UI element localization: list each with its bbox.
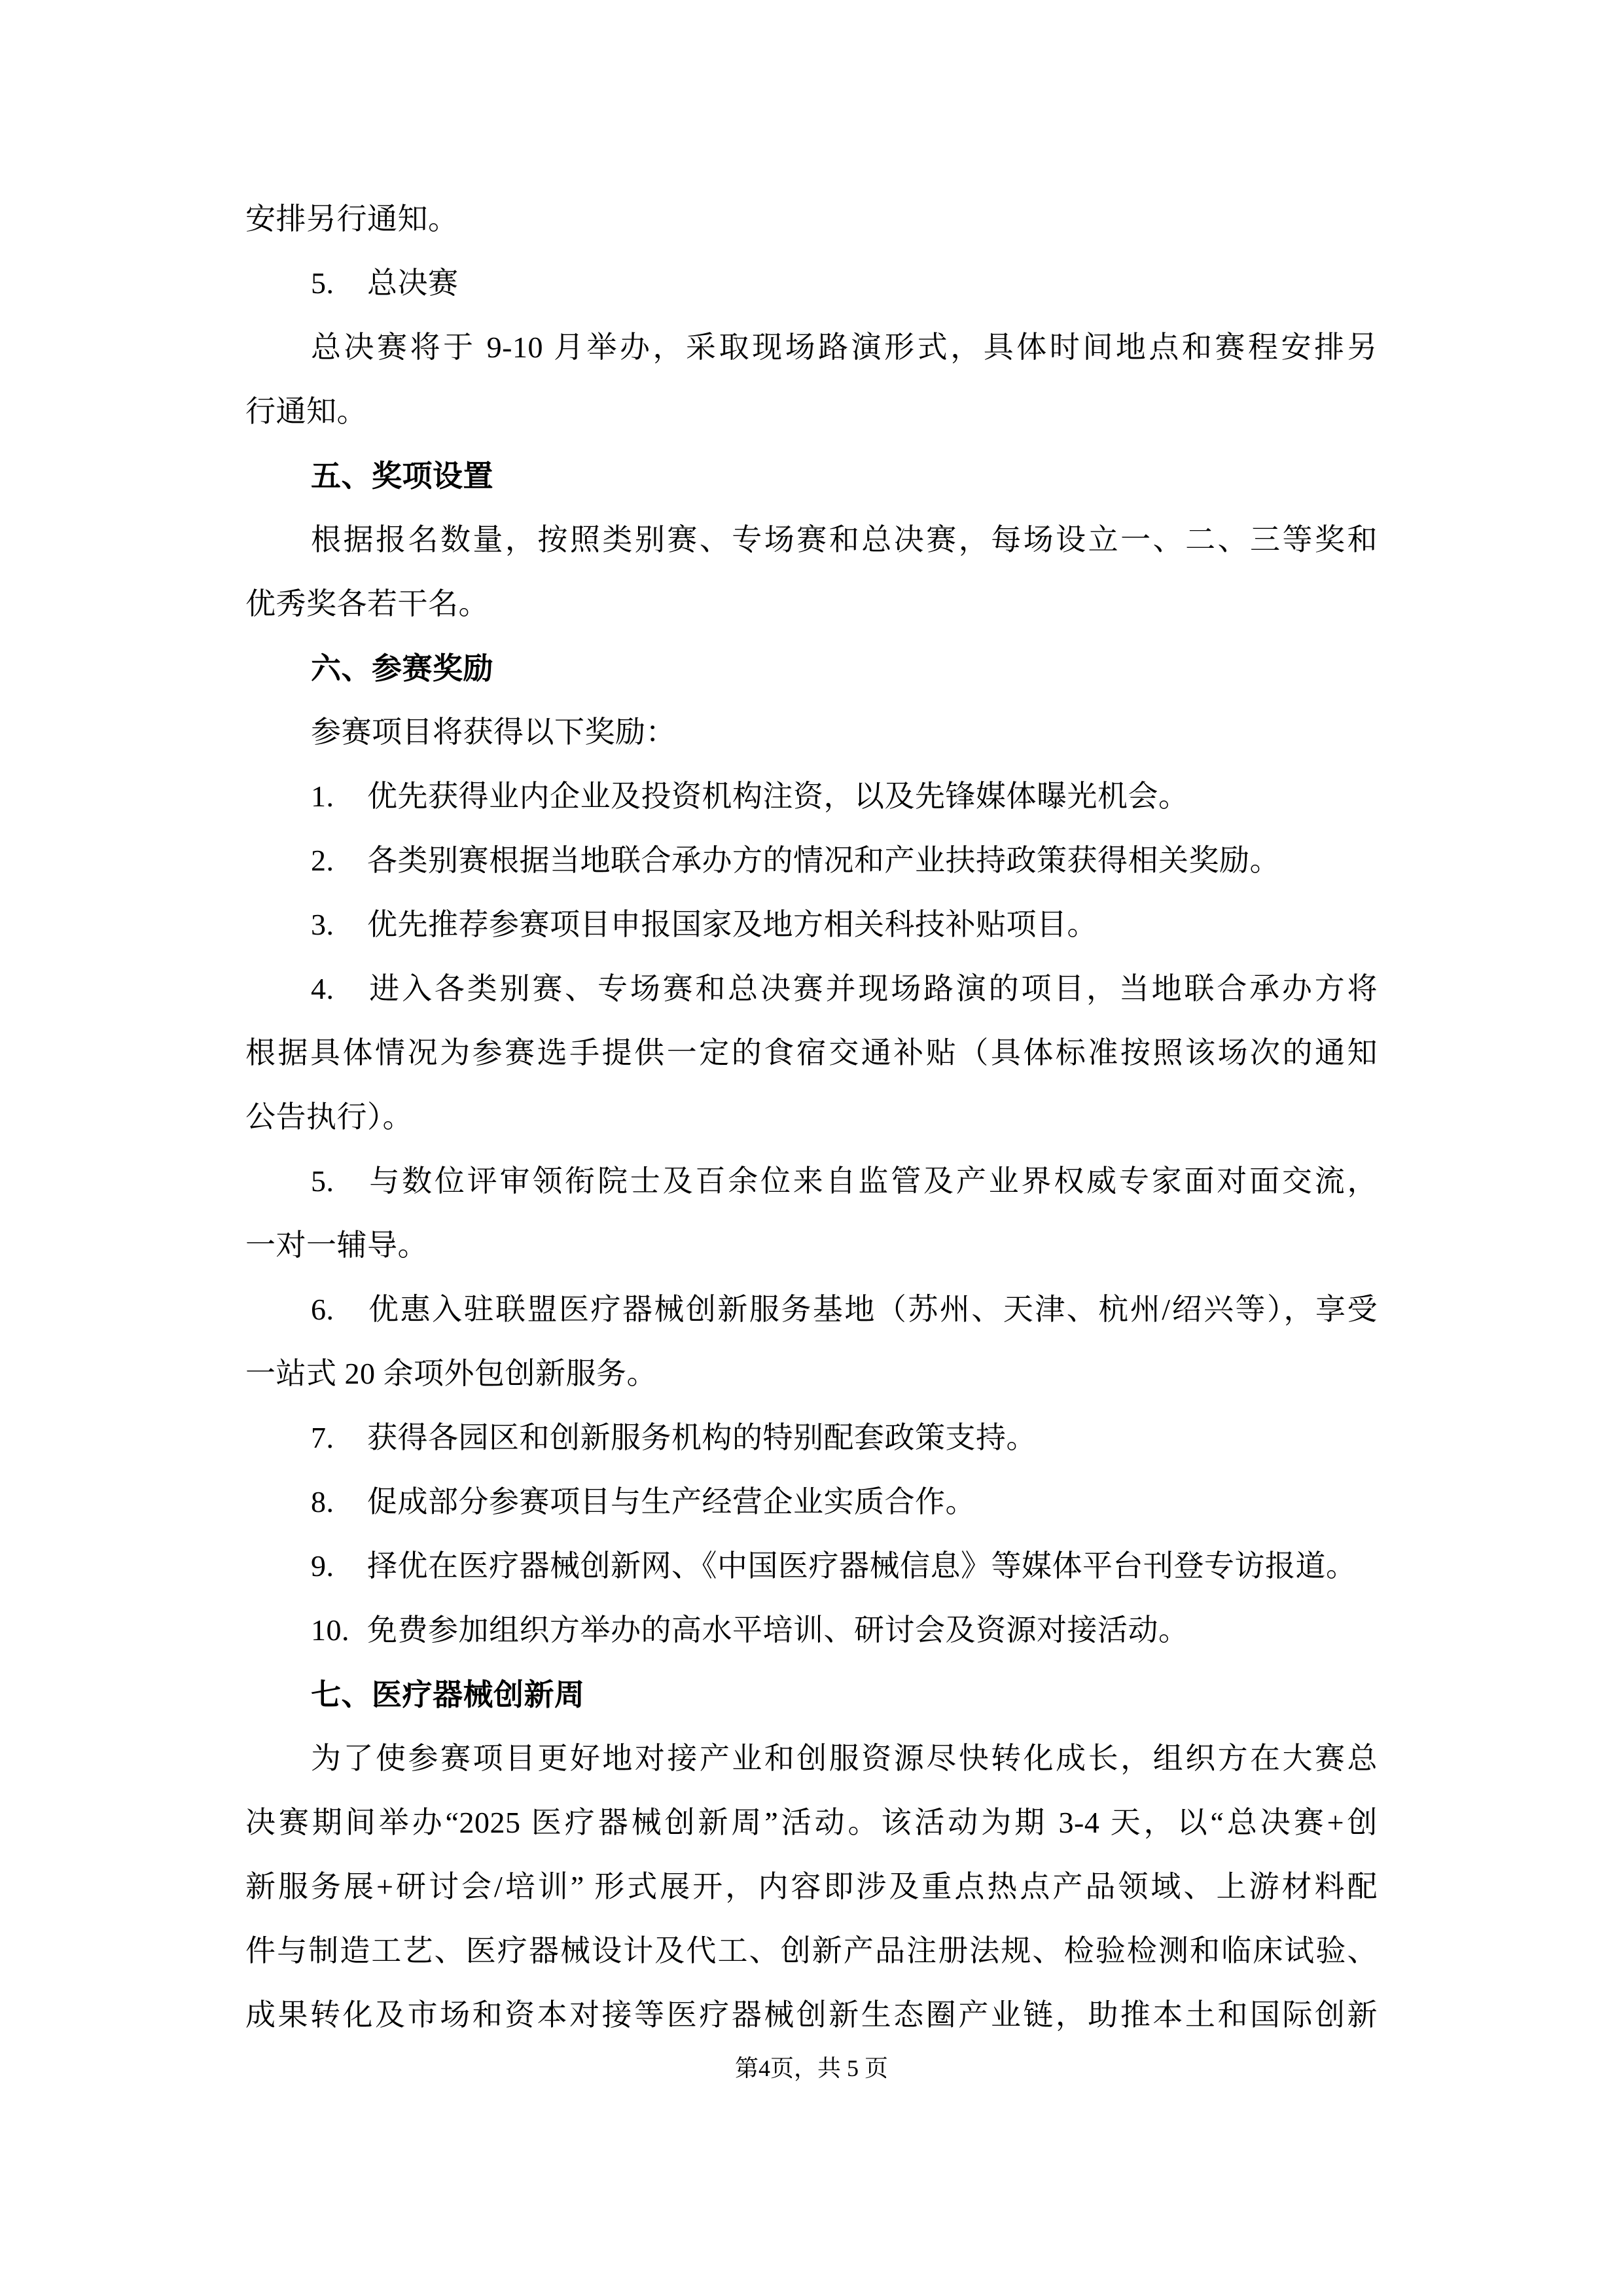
- list-item-line: [245, 957, 1378, 1021]
- line-text: 根据报名数量，按照类别赛、专场赛和总决赛，每场设立一、二、三等奖和: [311, 523, 1378, 556]
- line-text: 优先推荐参赛项目申报国家及地方相关科技补贴项目。: [367, 908, 1097, 941]
- line-text: 优惠入驻联盟医疗器械创新服务基地（苏州、天津、杭州/绍兴等），享受: [367, 1293, 1378, 1326]
- list-item-number: 4.: [311, 972, 334, 1005]
- list-item-number: 6.: [311, 1293, 334, 1326]
- list-item-line: [245, 1534, 1378, 1598]
- list-item-number: 9.: [311, 1549, 334, 1583]
- line-text: 获得各园区和创新服务机构的特别配套政策支持。: [367, 1421, 1037, 1454]
- section-heading: [245, 1662, 1378, 1727]
- line-text: 总决赛将于 9-10 月举办，采取现场路演形式，具体时间地点和赛程安排另: [311, 331, 1378, 364]
- page-footer: 第4页，共 5 页: [734, 2055, 888, 2081]
- line-text: 进入各类别赛、专场赛和总决赛并现场路演的项目，当地联合承办方将: [367, 972, 1378, 1005]
- list-item-line: [245, 764, 1378, 829]
- text-line: [245, 1021, 1378, 1085]
- line-text: 根据具体情况为参赛选手提供一定的食宿交通补贴（具体标准按照该场次的通知: [245, 1036, 1378, 1069]
- text-line: [245, 1855, 1378, 1919]
- line-text: 公告执行）。: [245, 1100, 413, 1134]
- list-item-number: 5.: [311, 266, 334, 300]
- line-text: 参赛项目将获得以下奖励：: [311, 715, 676, 749]
- line-text: 成果转化及市场和资本对接等医疗器械创新生态圈产业链，助推本土和国际创新: [245, 1998, 1378, 2032]
- text-line: [245, 1791, 1378, 1855]
- line-text: 各类别赛根据当地联合承办方的情况和产业扶持政策获得相关奖励。: [367, 844, 1280, 877]
- list-item-number: 1.: [311, 780, 334, 813]
- line-text: 一对一辅导。: [245, 1229, 428, 1262]
- text-line: [245, 187, 1378, 251]
- line-text: 安排另行通知。: [245, 202, 459, 236]
- heading-text: 六、参赛奖励: [311, 651, 493, 685]
- list-item-line: [245, 1278, 1378, 1342]
- list-item-number: 10.: [311, 1613, 349, 1647]
- heading-text: 七、医疗器械创新周: [311, 1677, 585, 1712]
- text-line: [245, 700, 1378, 764]
- list-item-number: 2.: [311, 844, 334, 877]
- list-item-line: [245, 1149, 1378, 1213]
- text-line: [245, 1342, 1378, 1406]
- list-item-line: [245, 893, 1378, 957]
- text-line: [245, 1727, 1378, 1791]
- text-line: [245, 572, 1378, 636]
- heading-text: 五、奖项设置: [311, 459, 493, 493]
- line-text: 免费参加组织方举办的高水平培训、研讨会及资源对接活动。: [367, 1613, 1189, 1647]
- line-text: 一站式 20 余项外包创新服务。: [245, 1357, 657, 1390]
- list-item-line: [245, 1598, 1378, 1662]
- text-line: [245, 1983, 1378, 2047]
- list-item-number: 8.: [311, 1485, 334, 1518]
- list-item-line: [245, 1470, 1378, 1534]
- list-item-number: 7.: [311, 1421, 334, 1454]
- document-body: [245, 187, 1378, 2047]
- line-text: 总决赛: [367, 266, 459, 300]
- text-line: [245, 1213, 1378, 1278]
- line-text: 优秀奖各若干名。: [245, 587, 489, 620]
- line-text: 促成部分参赛项目与生产经营企业实质合作。: [367, 1485, 976, 1518]
- line-text: 件与制造工艺、医疗器械设计及代工、创新产品注册法规、检验检测和临床试验、: [245, 1934, 1378, 1967]
- text-line: [245, 380, 1378, 444]
- line-text: 决赛期间举办“2025 医疗器械创新周”活动。该活动为期 3-4 天，以“总决赛+创: [245, 1806, 1378, 1839]
- section-heading: [245, 636, 1378, 700]
- text-line: [245, 315, 1378, 380]
- list-item-number: 3.: [311, 908, 334, 941]
- text-line: [245, 1085, 1378, 1149]
- line-text: 行通知。: [245, 395, 367, 428]
- list-item-line: [245, 829, 1378, 893]
- line-text: 与数位评审领衔院士及百余位来自监管及产业界权威专家面对面交流，: [367, 1164, 1378, 1198]
- section-heading: [245, 444, 1378, 508]
- text-line: [245, 508, 1378, 572]
- text-line: [245, 1919, 1378, 1983]
- list-item-line: [245, 251, 1378, 315]
- line-text: 择优在医疗器械创新网、《中国医疗器械信息》等媒体平台刊登专访报道。: [367, 1549, 1357, 1583]
- line-text: 新服务展+研讨会/培训” 形式展开，内容即涉及重点热点产品领域、上游材料配: [245, 1870, 1378, 1903]
- list-item-number: 5.: [311, 1164, 334, 1198]
- list-item-line: [245, 1406, 1378, 1470]
- line-text: 优先获得业内企业及投资机构注资，以及先锋媒体曝光机会。: [367, 780, 1189, 813]
- line-text: 为了使参赛项目更好地对接产业和创服资源尽快转化成长，组织方在大赛总: [311, 1742, 1378, 1775]
